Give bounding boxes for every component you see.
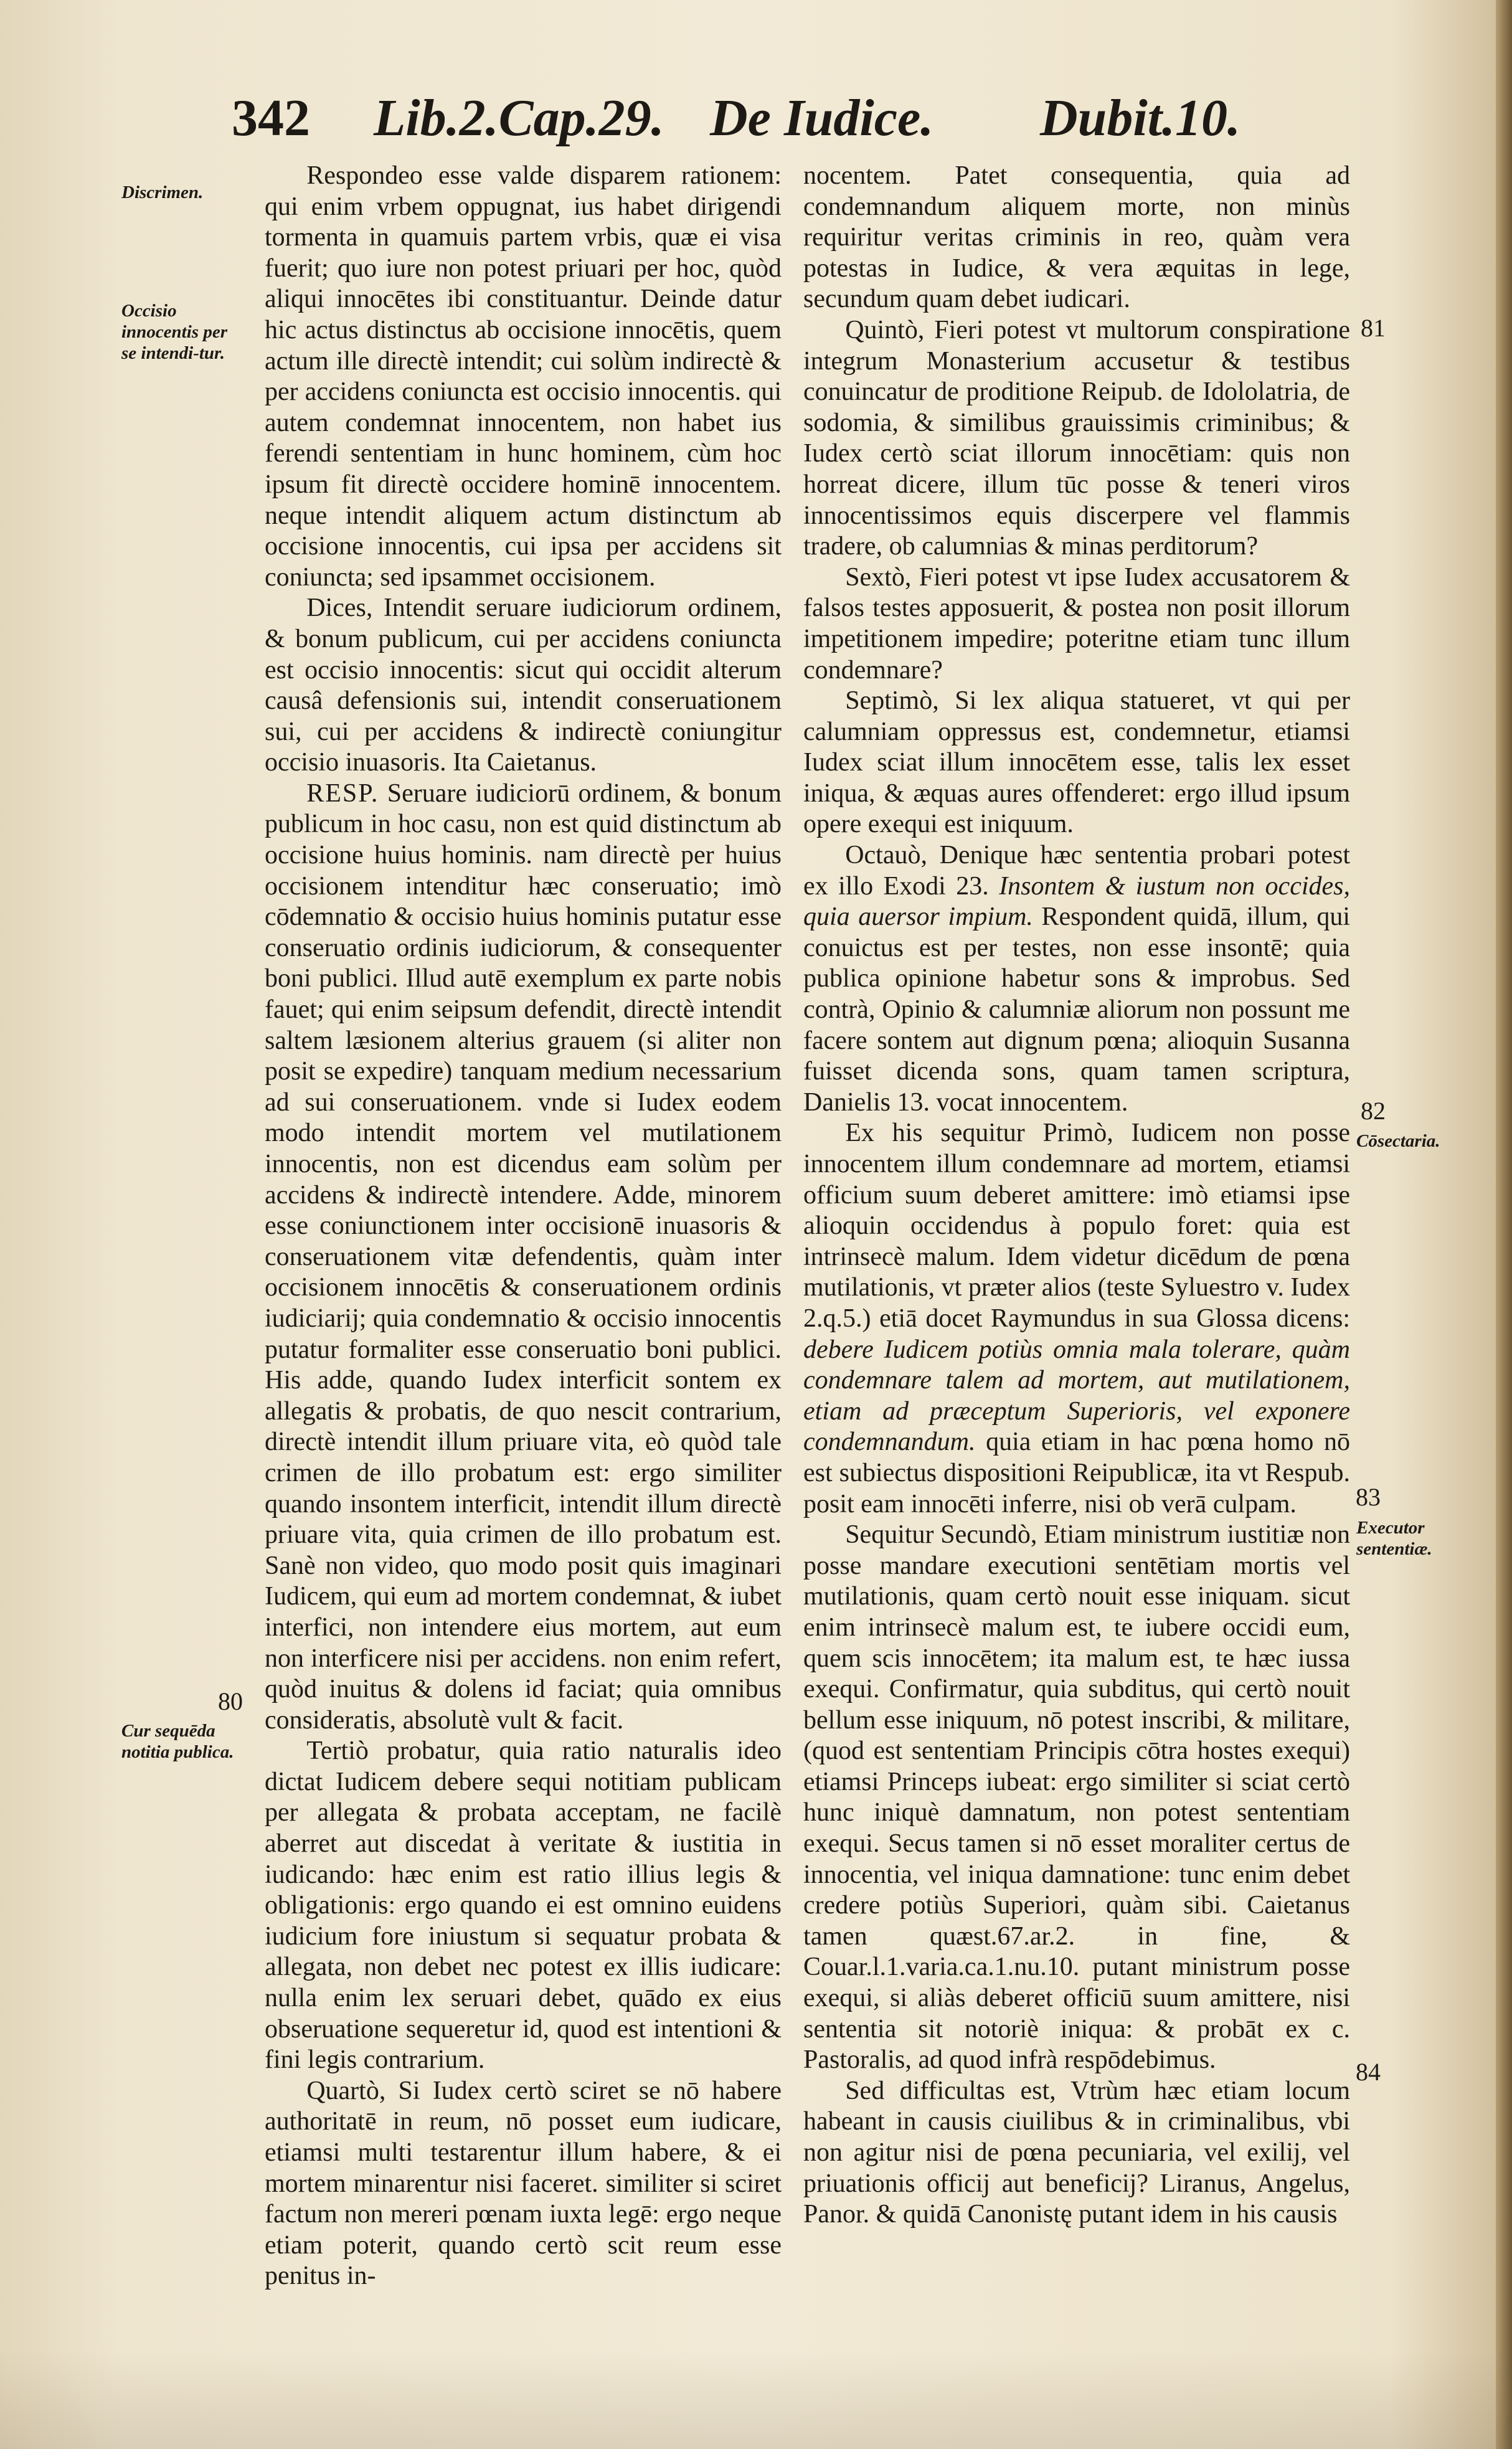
left-paragraph-5: Quartò, Si Iudex certò sciret se nō habere authoritatē in reum, nō posset eum iudicare, etiamsi multi testarentur illum habere, & ei mortem minarentur nisi faceret. similiter si sciret factum non mereri pœnam iuxta legē: ergo neque etiam poterit, quando certò scit reum esse penitus in- xyxy=(265,2076,782,2291)
right-paragraph-4: Septimò, Si lex aliqua statueret, vt qui per calumniam oppressus est, condemnetur, etiamsi Iudex sciat illum innocētem esse, talis lex esset iniqua, & æquas aures offenderet: ergo illud ipsum opere exequi est iniquum. xyxy=(803,686,1350,839)
right-paragraph-3: Sextò, Fieri potest vt ipse Iudex accusatorem & falsos testes apposuerit, & postea non posit illorum impetitionem impedire; poteritne etiam tunc illum condemnare? xyxy=(803,562,1350,684)
margin-note-executor: Executor sententiæ. xyxy=(1356,1518,1432,1559)
resp-label: RESP. xyxy=(306,779,379,808)
paragraph-number-82: 82 xyxy=(1361,1097,1386,1125)
right-column xyxy=(803,161,1350,2230)
paragraph-number-80: 80 xyxy=(218,1687,243,1715)
left-paragraph-4: Tertiò probatur, quia ratio naturalis ideo dictat Iudicem debere sequi notitiam publicam per allegata & probata acceptam, ne facilè aberret aut discedat à veritate & iustitia in iudicando: hæc enim est ratio illius legis & obligationis: ergo quando ei est omnino euidens iudicium fore iniustum si sequatur probata & allegata, non debet nec potest ex illis iudicare: nulla enim lex seruari debet, quādo ex eius obseruatione sequeretur id, quod est intentioni & fini legis contrarium. xyxy=(265,1736,782,2075)
section-title: De Iudice. xyxy=(710,89,934,147)
left-paragraph-2: Dices, Intendit seruare iudiciorum ordinem, & bonum publicum, cui per accidens coniuncta est occisio innocentis: sicut qui occidit alterum causâ defensionis sui, intendit conseruationem sui, cui per accidens & indirectè coniungitur occisio inuasoris. Ita Caietanus. xyxy=(265,594,782,777)
margin-note-cur-sequenda: Cur sequēda notitia publica. xyxy=(121,1721,234,1762)
margin-note-discrimen: Discrimen. xyxy=(121,182,204,202)
bottom-shadow xyxy=(0,2349,1512,2449)
margin-note-occisio: Occisio innocentis per se intendi-tur. xyxy=(121,301,227,363)
paragraph-number-84: 84 xyxy=(1356,2058,1381,2086)
left-paragraph-3: RESP. Seruare iudiciorū ordinem, & bonum publicum in hoc casu, non est quid distinctum ab occisione huius hominis. nam directè per huius occisionem intenditur hæc conseruatio; imò cōdemnatio & occisio huius hominis putatur esse conseruatio ordinis iudiciorum, & consequenter boni publici. Illud autē exemplum ex parte nobis fauet; qui enim seipsum defendit, directè intendit saltem læsionem alterius grauem (si aliter non posit se expedire) tanquam medium necessarium ad sui conseruationem. vnde si Iudex eodem modo intendit mortem vel mutilationem innocentis, non est dicendus eam solùm per accidens & indirectè intendere. Adde, minorem esse coniunctionem inter occisionē inuasoris & conseruationem vitæ defendentis, quàm inter occisionem innocētis & conseruationem ordinis iudiciarij; quia condemnatio & occisio innocentis putatur formaliter esse conseruatio boni publici. His adde, quando Iudex interficit sontem ex allegatis & probatis, de quo nescit contrarium, directè intendit illum priuare vita, eò quòd tale crimen de illo probatum est: ergo similiter quando insontem interficit, intendit illum directè priuare vita, quia crimen de illo probatum est. Sanè non video, quo modo posit quis imaginari Iudicem, qui eum ad mortem condemnat, & iubet interfici, non intendere eius mortem, aut eum non interficere nisi per accidens. non enim refert, quòd inuitus & dolens id faciat; quia omnibus consideratis, absolutè vult & facit. xyxy=(265,779,782,1735)
page-number: 342 xyxy=(232,89,310,147)
book-chapter-heading: Lib.2.Cap.29. xyxy=(374,89,664,147)
paragraph-number-81: 81 xyxy=(1361,314,1386,342)
left-paragraph-1: Respondeo esse valde disparem rationem: qui enim vrbem oppugnat, ius habet dirigendi tormenta in quamuis partem vrbis, quæ ei visa fuerit; quo iure non potest priuari per hoc, quòd aliqui innocētes ibi constituantur. Deinde datur hic actus distinctus ab occisione innocētis, quem actum ille directè intendit; cui solùm indirectè & per accidens coniuncta est occisio innocentis. qui autem condemnat innocentem, non habet ius ferendi sententiam in hunc hominem, cùm hoc ipsum fit directè occidere hominē innocentem. neque intendit aliquem actum distinctum ab occisione innocentis, cui ipsa per accidens sit coniuncta; sed ipsammet occisionem. xyxy=(265,161,782,592)
left-column xyxy=(265,161,782,2292)
margin-note-cosectaria: Cōsectaria. xyxy=(1356,1131,1440,1151)
right-paragraph-7: Sequitur Secundò, Etiam ministrum iustitiæ non posse mandare executioni sentētiam mortis vel mutilationis, quam certò nouit esse iniquam. sicut enim intrinsecè malum est, te iubere occidi eum, quem scis innocētem; ita malum est, te hæc iussa exequi. Confirmatur, quia subditus, qui certò nouit bellum esse iniquum, nō potest inscribi, & militare, (quod est sententiam Principis cōtra hostes exequi) etiamsi Princeps iubeat: ergo similiter si sciat certò hunc iniquè damnatum, non potest sententiam exequi. Secus tamen si nō esset moraliter certus de innocentia, vel iniqua damnatione: tunc enim debet credere potiùs Superiori, quàm sibi. Caietanus tamen quæst.67.ar.2. in fine, & Couar.l.1.varia.ca.1.nu.10. putant ministrum posse exequi, si aliàs deberet officiū suum amittere, nisi sententia sit notoriè iniqua: & probāt ex c. Pastoralis, ad quod infrà respōdebimus. xyxy=(803,1520,1350,2075)
page-edge-shadow xyxy=(1496,0,1512,2449)
right-paragraph-1: nocentem. Patet consequentia, quia ad condemnandum aliquem morte, non minùs requiritur veritas criminis in reo, quàm vera potestas in Iudice, & vera æquitas in lege, secundum quam debet iudicari. xyxy=(803,161,1350,314)
right-paragraph-8: Sed difficultas est, Vtrùm hæc etiam locum habeant in causis ciuilibus & in criminalibus, vbi non agitur nisi de pœna pecuniaria, vel exilij, vel priuationis officij aut beneficij? Liranus, Angelus, Panor. & quidā Canonistę putant idem in his causis xyxy=(803,2076,1350,2229)
doubt-number: Dubit.10. xyxy=(1040,89,1241,147)
paragraph-number-83: 83 xyxy=(1356,1483,1381,1511)
right-paragraph-6: Ex his sequitur Primò, Iudicem non posse innocentem illum condemnare ad mortem, etiamsi officium suum deberet amittere: imò etiamsi ipse alioquin occidendus à populo foret: quia est intrinsecè malum. Idem videtur dicēdum de pœna mutilationis, vt præter alios (teste Syluestro v. Iudex 2.q.5.) etiā docet Raymundus in sua Glossa dicens: debere Iudicem potiùs omnia mala tolerare, quàm condemnare talem ad mortem, aut mutilationem, etiam ad præceptum Superioris, vel exponere condemnandum. quia etiam in hac pœna homo nō est subiectus dispositioni Reipublicæ, ita vt Respub. posit eam innocēti inferre, nisi ob verā culpam. xyxy=(803,1119,1350,1518)
right-paragraph-2: Quintò, Fieri potest vt multorum conspiratione integrum Monasterium accusetur & testibus conuincatur de proditione Reipub. de Idololatria, de sodomia, & similibus grauissimis criminibus; & Iudex certò sciat illorum innocētiam: quis non horreat dicere, illum tūc posse & teneri viros innocentissimos equis discerpere vel flammis tradere, ob calumnias & minas perditorum? xyxy=(803,315,1350,561)
right-paragraph-5: Octauò, Denique hæc sententia probari potest ex illo Exodi 23. Insontem & iustum non occides, quia auersor impium. Respondent quidā, illum, qui conuictus est per testes, non esse insontē; quia publica opinione habetur sons & improbus. Sed contrà, Opinio & calumniæ aliorum non possunt me facere sontem aut dignum pœna; alioquin Susanna fuisset dicenda sons, quam tamen scriptura, Danielis 13. vocat innocentem. xyxy=(803,841,1350,1117)
